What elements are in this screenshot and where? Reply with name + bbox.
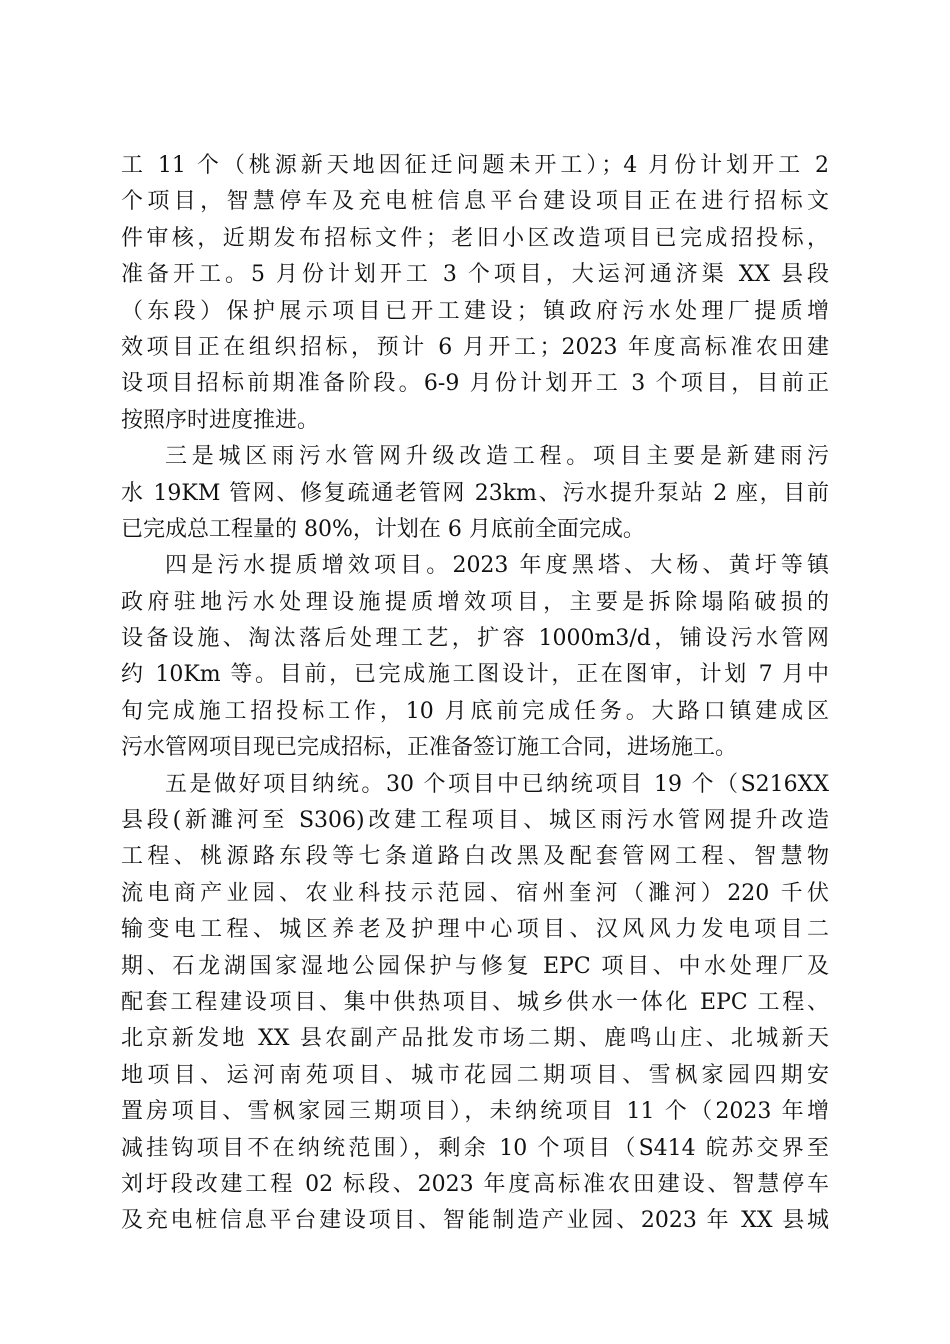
paragraph-progress-continued (121, 148, 829, 439)
text-line: 水 19KM 管网、修复疏通老管网 23km、污水提升泵站 2 座，目前 (121, 480, 829, 506)
text-line: 效项目正在组织招标，预计 6 月开工；2023 年度高标准农田建 (121, 334, 829, 360)
text-line: 污水管网项目现已完成招标，正准备签订施工合同，进场施工。 (121, 735, 738, 761)
text-line: 按照序时进度推进。 (121, 407, 320, 433)
text-line: 及充电桩信息平台建设项目、智能制造产业园、2023 年 XX 县城 (121, 1208, 829, 1234)
text-line: 地项目、运河南苑项目、城市花园二期项目、雪枫家园四期安 (121, 1062, 829, 1088)
text-line: 县段(新濉河至 S306)改建工程项目、城区雨污水管网提升改造 (121, 808, 829, 834)
paragraph-sewer-upgrade (121, 439, 829, 548)
text-line: 设项目招标前期准备阶段。6-9 月份计划开工 3 个项目，目前正 (121, 371, 829, 397)
text-line: 输变电工程、城区养老及护理中心项目、汉风风力发电项目二 (121, 917, 829, 943)
paragraph-project-statistics (121, 767, 829, 1240)
document-page (121, 148, 829, 1240)
text-line: 件审核，近期发布招标文件；老旧小区改造项目已完成招投标， (121, 225, 829, 251)
text-line: 个项目，智慧停车及充电桩信息平台建设项目正在进行招标文 (121, 189, 829, 215)
text-line: 已完成总工程量的 80%，计划在 6 月底前全面完成。 (121, 516, 645, 542)
text-line: 期、石龙湖国家湿地公园保护与修复 EPC 项目、中水处理厂及 (121, 953, 829, 979)
text-line: 减挂钩项目不在纳统范围），剩余 10 个项目（S414 皖苏交界至 (121, 1135, 829, 1161)
text-line: 配套工程建设项目、集中供热项目、城乡供水一体化 EPC 工程、 (121, 989, 829, 1015)
text-line: 工程、桃源路东段等七条道路白改黑及配套管网工程、智慧物 (121, 844, 829, 870)
text-line: 四是污水提质增效项目。2023 年度黑塔、大杨、黄圩等镇 (165, 553, 829, 579)
text-line: 北京新发地 XX 县农副产品批发市场二期、鹿鸣山庄、北城新天 (121, 1026, 829, 1052)
text-line: 置房项目、雪枫家园三期项目），未纳统项目 11 个（2023 年增 (121, 1099, 829, 1125)
text-line: 准备开工。5 月份计划开工 3 个项目，大运河通济渠 XX 县段 (121, 262, 829, 288)
text-line: 旬完成施工招投标工作，10 月底前完成任务。大路口镇建成区 (121, 698, 829, 724)
text-line: 三是城区雨污水管网升级改造工程。项目主要是新建雨污 (165, 444, 829, 470)
text-line: 政府驻地污水处理设施提质增效项目，主要是拆除塌陷破损的 (121, 589, 829, 615)
text-line: 约 10Km 等。目前，已完成施工图设计，正在图审，计划 7 月中 (121, 662, 829, 688)
text-line: 五是做好项目纳统。30 个项目中已纳统项目 19 个（S216XX (165, 771, 829, 797)
text-line: （东段）保护展示项目已开工建设；镇政府污水处理厂提质增 (121, 298, 829, 324)
text-line: 刘圩段改建工程 02 标段、2023 年度高标准农田建设、智慧停车 (121, 1171, 829, 1197)
text-line: 工 11 个（桃源新天地因征迁问题未开工）；4 月份计划开工 2 (121, 153, 829, 178)
paragraph-sewage-quality (121, 548, 829, 766)
text-line: 流电商产业园、农业科技示范园、宿州奎河（濉河）220 千伏 (121, 880, 829, 906)
text-line: 设备设施、淘汰落后处理工艺，扩容 1000m3/d，铺设污水管网 (121, 626, 829, 652)
